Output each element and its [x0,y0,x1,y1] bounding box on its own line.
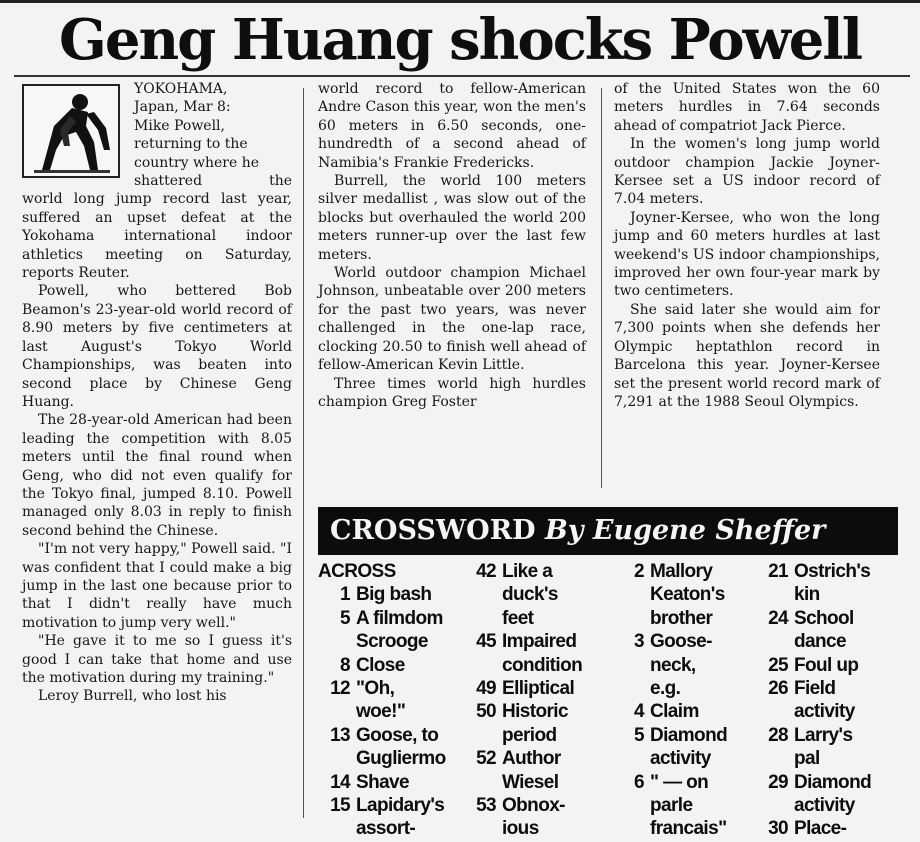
clue-number: 24 [768,607,788,629]
article-column-2 [318,80,586,411]
crossword-clue [316,724,466,771]
article-paragraph: Burrell, the world 100 meters silver medallist , was slow out of the blocks but overhauled the world 200 meters runner-up over the last few meters. [318,173,586,263]
clue-line: duck's [502,584,558,606]
clue-text [794,654,904,677]
crossword-clue [754,817,904,840]
clue-number: 6 [634,771,644,793]
crossword-clue [316,771,466,794]
clue-line: Close [356,654,405,676]
clue-line: Mallory [650,561,713,582]
clue-text [650,560,758,630]
crossword-clue [610,560,758,630]
clue-line: Shave [356,771,409,793]
clue-text [502,747,602,794]
clue-line: pal [794,748,820,770]
clue-text [650,724,758,771]
clue-line: Field [794,678,836,700]
clue-line: ious [502,818,539,840]
crossword-clue [610,724,758,771]
headline-rule [14,75,910,77]
clue-line: Goose- [650,631,712,653]
crossword-clue [462,747,602,794]
clue-number: 13 [330,724,350,746]
clue-line: " — on [650,771,709,793]
crossword-clue [462,560,602,630]
article-paragraph: Joyner-Kersee, who won the long jump and 60 meters hurdles at last weekend's US indoor championships, improved her own four-year mark by two centimeters. [614,209,880,300]
headline: Geng Huang shocks Powell [59,7,861,73]
crossword-clue [610,771,758,841]
clue-line: parle [650,795,693,817]
crossword-clue [754,607,904,654]
article-paragraph: World outdoor champion Michael Johnson, unbeatable over 200 meters for the past two years, was never challenged in the one-lap race, clocking 20.50 to finish well ahead of fellow-American Kevin Little. [318,265,586,374]
article-paragraph: "He gave it to me so I guess it's good I can take that home and use the motivation during my training." [22,633,292,686]
clue-number: 29 [768,771,788,793]
clue-number: 2 [634,561,644,582]
crossword-clue [316,607,466,654]
crossword-clue [316,583,466,606]
clue-line: period [502,724,557,746]
clue-line: francais" [650,818,727,840]
clue-text [502,560,602,630]
clue-line: brother [650,607,713,629]
article-paragraph: "I'm not very happy," Powell said. "I was confident that I could make a big jump in the last one because prior to that I didn't really have much motivation to jump very well." [22,541,292,631]
article-paragraph: The 28-year-old American had been leading the competition with 8.05 meters until the final round when Geng, who did not even qualify for the Tokyo final, jumped 8.10. Powell managed only 8.03 in reply to finish second behind the Chinese. [22,412,292,539]
clue-text [650,771,758,841]
clue-line: School [794,607,854,629]
clue-text [794,724,904,771]
crossword-clue [462,677,602,700]
top-rule [0,0,920,3]
clue-number: 15 [330,795,350,817]
clue-number: 25 [768,654,788,676]
crossword-clue [754,677,904,724]
clue-line: neck, [650,654,696,676]
crossword-clue [316,654,466,677]
dateline-line: returning to the [134,136,248,153]
clue-line: kin [794,584,820,606]
article-paragraph: Leroy Burrell, who lost his [38,688,227,705]
clue-line: Claim [650,701,699,723]
clue-line: dance [794,631,846,653]
clue-number: 30 [768,818,788,840]
article-paragraph: of the United States won the 60 meters hurdles in 7.64 seconds ahead of compatriot Jack Pierce. [614,81,880,134]
article-column-1 [22,80,292,706]
dateline-line: shattered the [134,173,292,190]
crossword-clue [316,677,466,724]
clue-line: Wiesel [502,771,559,793]
clue-number: 45 [476,631,496,653]
clue-line: Larry's [794,724,853,746]
clue-text [794,677,904,724]
clue-number: 53 [476,795,496,817]
clue-number: 8 [340,654,350,676]
clue-line: Keaton's [650,584,725,606]
clue-line: activity [794,795,855,817]
crossword-clue [754,560,904,607]
clue-line: e.g. [650,678,681,700]
clue-number: 26 [768,678,788,700]
clue-number: 42 [476,561,496,582]
clue-text [794,771,904,818]
clue-text [794,817,904,840]
clue-line: Elliptical [502,678,575,700]
crossword-clue-column-3 [610,560,758,841]
clue-number: 4 [634,701,644,723]
crossword-clue-column-2 [462,560,602,841]
crossword-banner [318,507,898,555]
clue-number: 49 [476,678,496,700]
clue-line: feet [502,607,534,629]
clue-line: "Oh, [356,678,395,700]
article-paragraph: Powell, who bettered Bob Beamon's 23-year-old world record of 8.90 meters by five centimeters at last August's Tokyo World Championships, was beaten into second place by Chinese Geng Huang. [22,283,292,410]
crossword-clue [462,794,602,841]
clue-line: Lapidary's [356,795,445,817]
clue-line: assort- [356,818,416,840]
clue-line: Big bash [356,584,432,606]
clue-number: 5 [340,607,350,629]
sprinter-photo-icon [22,84,120,178]
clue-number: 21 [768,561,788,582]
clue-text [650,700,758,723]
dateline-block [22,80,292,190]
clue-line: Gugliermo [356,748,446,770]
clue-number: 3 [634,631,644,653]
clue-number: 52 [476,748,496,770]
clue-line: Impaired [502,631,577,653]
crossword-clue-column-4 [754,560,904,841]
clue-line: Obnox- [502,795,565,817]
crossword-clue [462,630,602,677]
clue-text [356,583,466,606]
clue-line: Ostrich's [794,561,871,582]
clue-line: Like a [502,561,553,582]
clue-text [502,677,602,700]
clue-text [502,700,602,747]
crossword-clue [610,630,758,700]
crossword-clue [754,654,904,677]
crossword-clue-column-1 [316,560,466,841]
clue-number: 1 [340,584,350,606]
article-column-3 [614,80,880,411]
clue-number: 12 [330,678,350,700]
dateline-line: YOKOHAMA, [134,81,228,97]
clue-text [794,560,904,607]
crossword-title: CROSSWORD [330,515,536,546]
clue-line: Place- [794,818,847,840]
crossword-clue [462,700,602,747]
clue-line: activity [650,748,711,770]
dateline-line: country where he [134,154,259,171]
clue-line: Foul up [794,654,859,676]
crossword-clue [754,724,904,771]
clue-text [356,794,466,841]
crossword-byline: By Eugene Sheffer [544,515,826,546]
crossword-clue [316,794,466,841]
crossword-clue [754,771,904,818]
clue-number: 50 [476,701,496,723]
article-paragraph: In the women's long jump world outdoor champion Jackie Joyner-Kersee set a US indoor record of 7.04 meters. [614,136,880,208]
clue-line: Author [502,748,561,770]
clue-text [356,771,466,794]
clue-text [356,677,466,724]
crossword-clue [610,700,758,723]
dateline-line: Japan, Mar 8: [134,99,231,116]
clue-text [502,630,602,677]
clue-line: activity [794,701,855,723]
clue-line: Diamond [650,724,728,746]
dateline-line: Mike Powell, [134,117,225,134]
clue-text [794,607,904,654]
clue-text [356,654,466,677]
article-paragraph: She said later she would aim for 7,300 points when she defends her Olympic heptathlon record in Barcelona this year. Joyner-Kersee set the present world record mark of 7,291 at the 1988 Seoul Olympics. [614,301,880,410]
column-rule-2 [601,88,602,488]
clue-line: Goose, to [356,724,439,746]
clue-line: woe!" [356,701,406,723]
clue-line: Scrooge [356,631,428,653]
column-rule-1 [303,88,304,818]
article-paragraph: Three times world high hurdles champion Greg Foster [318,375,586,410]
clue-number: 28 [768,724,788,746]
clue-number: 5 [634,724,644,746]
clue-text [356,724,466,771]
clue-line: Historic [502,701,568,723]
clue-line: A filmdom [356,607,443,629]
clue-number: 14 [330,771,350,793]
across-heading: ACROSS [318,561,396,582]
article-paragraph: world record to fellow-American Andre Cason this year, won the men's 60 meters in 6.50 seconds, one-hundredth of a second ahead of Namibia's Frankie Fredericks. [318,81,586,171]
clue-line: condition [502,654,583,676]
clue-text [650,630,758,700]
clue-text [502,794,602,841]
article-paragraph: world long jump record last year, suffered an upset defeat at the Yokohama international indoor athletics meeting on Saturday, reports Reuter. [22,191,292,282]
clue-line: Diamond [794,771,872,793]
clue-text [356,607,466,654]
